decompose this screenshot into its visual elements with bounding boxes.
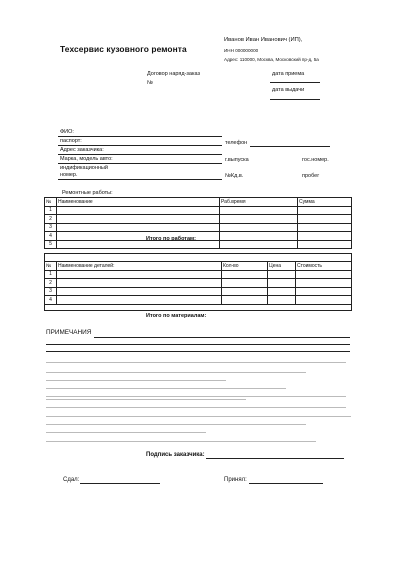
fine-print-line <box>46 396 346 397</box>
accepted-sign-line[interactable] <box>249 483 323 484</box>
table-row[interactable] <box>45 215 352 224</box>
table-row[interactable] <box>45 270 352 279</box>
parts-header-row <box>45 262 352 271</box>
row-number: 2 <box>45 215 57 224</box>
vin-line[interactable] <box>58 179 222 180</box>
works-col-sum: Сумма <box>298 198 352 207</box>
vin-label-1: индификационный <box>60 165 108 171</box>
works-col-name: Наименование <box>57 198 220 207</box>
works-total-label: Итого по работам: <box>146 236 196 242</box>
table-row[interactable] <box>45 240 352 249</box>
table-row[interactable] <box>45 279 352 288</box>
table-row[interactable] <box>45 206 352 215</box>
works-col-num: № <box>45 198 57 207</box>
plate-label: гос.номер. <box>302 157 329 163</box>
phone-label: телефон <box>225 140 248 146</box>
passport-line[interactable] <box>58 145 222 146</box>
company-title: Техсервис кузовного ремонта <box>60 44 187 54</box>
issue-date-line[interactable] <box>270 99 320 100</box>
order-label: Договор наряд-заказ <box>147 71 201 77</box>
fine-print-line <box>46 407 346 408</box>
phone-line[interactable] <box>250 146 330 147</box>
mileage-label: пробег <box>302 173 320 179</box>
row-number: 5 <box>45 240 57 249</box>
client-address-label: Адрес заказчика: <box>60 147 104 153</box>
passport-label: паспорт: <box>60 138 82 144</box>
fine-print-line <box>46 399 246 400</box>
parts-col-price: Цена <box>268 262 296 271</box>
row-number: 2 <box>45 279 57 288</box>
year-label: г.выпуска <box>225 157 249 163</box>
notes-title: ПРИМЕЧАНИЯ <box>46 329 92 336</box>
works-section-title: Ремонтные работы: <box>62 190 113 196</box>
fine-print-line <box>46 380 226 381</box>
table-row[interactable] <box>45 223 352 232</box>
row-number: 3 <box>45 223 57 232</box>
handed-label: Сдал: <box>63 477 80 483</box>
fine-print-line <box>46 432 206 433</box>
owner-name: Иванов Иван Иванович (ИП), <box>224 37 303 43</box>
table-row[interactable] <box>45 232 352 241</box>
client-address-line[interactable] <box>58 154 222 155</box>
order-number-label: № <box>147 80 153 86</box>
parts-col-qty: Кол-во <box>222 262 268 271</box>
owner-inn: ИНН 000000000 <box>224 48 259 53</box>
fine-print-line <box>46 441 316 442</box>
owner-address: Адрес: 110000, Москва, Московский пр-д, 5а <box>224 57 319 62</box>
fine-print-line <box>46 424 306 425</box>
client-sign-label: Подпись заказчика: <box>146 452 205 458</box>
works-header-row <box>45 198 352 207</box>
vin-label-2: номер. <box>60 172 78 178</box>
parts-col-num: № <box>45 262 57 271</box>
fio-line[interactable] <box>58 136 222 137</box>
fine-print-line <box>46 416 351 417</box>
row-number: 4 <box>45 232 57 241</box>
row-number: 4 <box>45 296 57 305</box>
car-model-line[interactable] <box>58 163 222 164</box>
fine-print-line <box>46 362 346 363</box>
table-row[interactable] <box>45 296 352 305</box>
accept-date-line[interactable] <box>270 82 320 83</box>
row-number: 3 <box>45 287 57 296</box>
row-number: 1 <box>45 270 57 279</box>
parts-col-cost: Стоимость <box>296 262 352 271</box>
fine-print-line <box>46 372 306 373</box>
engine-label: №Кд.в. <box>225 173 244 179</box>
accepted-label: Принял: <box>224 477 247 483</box>
row-number: 1 <box>45 206 57 215</box>
handed-sign-line[interactable] <box>80 483 160 484</box>
fine-print-line <box>46 388 286 389</box>
works-col-time: Раб.время <box>220 198 298 207</box>
car-model-label: Марка, модель авто: <box>60 156 113 162</box>
notes-line-3[interactable] <box>46 351 350 352</box>
parts-col-name: Наименование деталей: <box>57 262 222 271</box>
table-row[interactable] <box>45 287 352 296</box>
client-sign-line[interactable] <box>206 458 344 459</box>
issue-date-label: дата выдачи <box>272 87 305 93</box>
notes-line-2[interactable] <box>46 344 350 345</box>
notes-line-1[interactable] <box>94 337 350 338</box>
accept-date-label: дата приема <box>272 71 305 77</box>
fio-label: ФИО: <box>60 129 74 135</box>
parts-table <box>44 261 352 305</box>
works-table <box>44 197 352 249</box>
parts-total-label: Итого по материалам: <box>146 313 207 319</box>
